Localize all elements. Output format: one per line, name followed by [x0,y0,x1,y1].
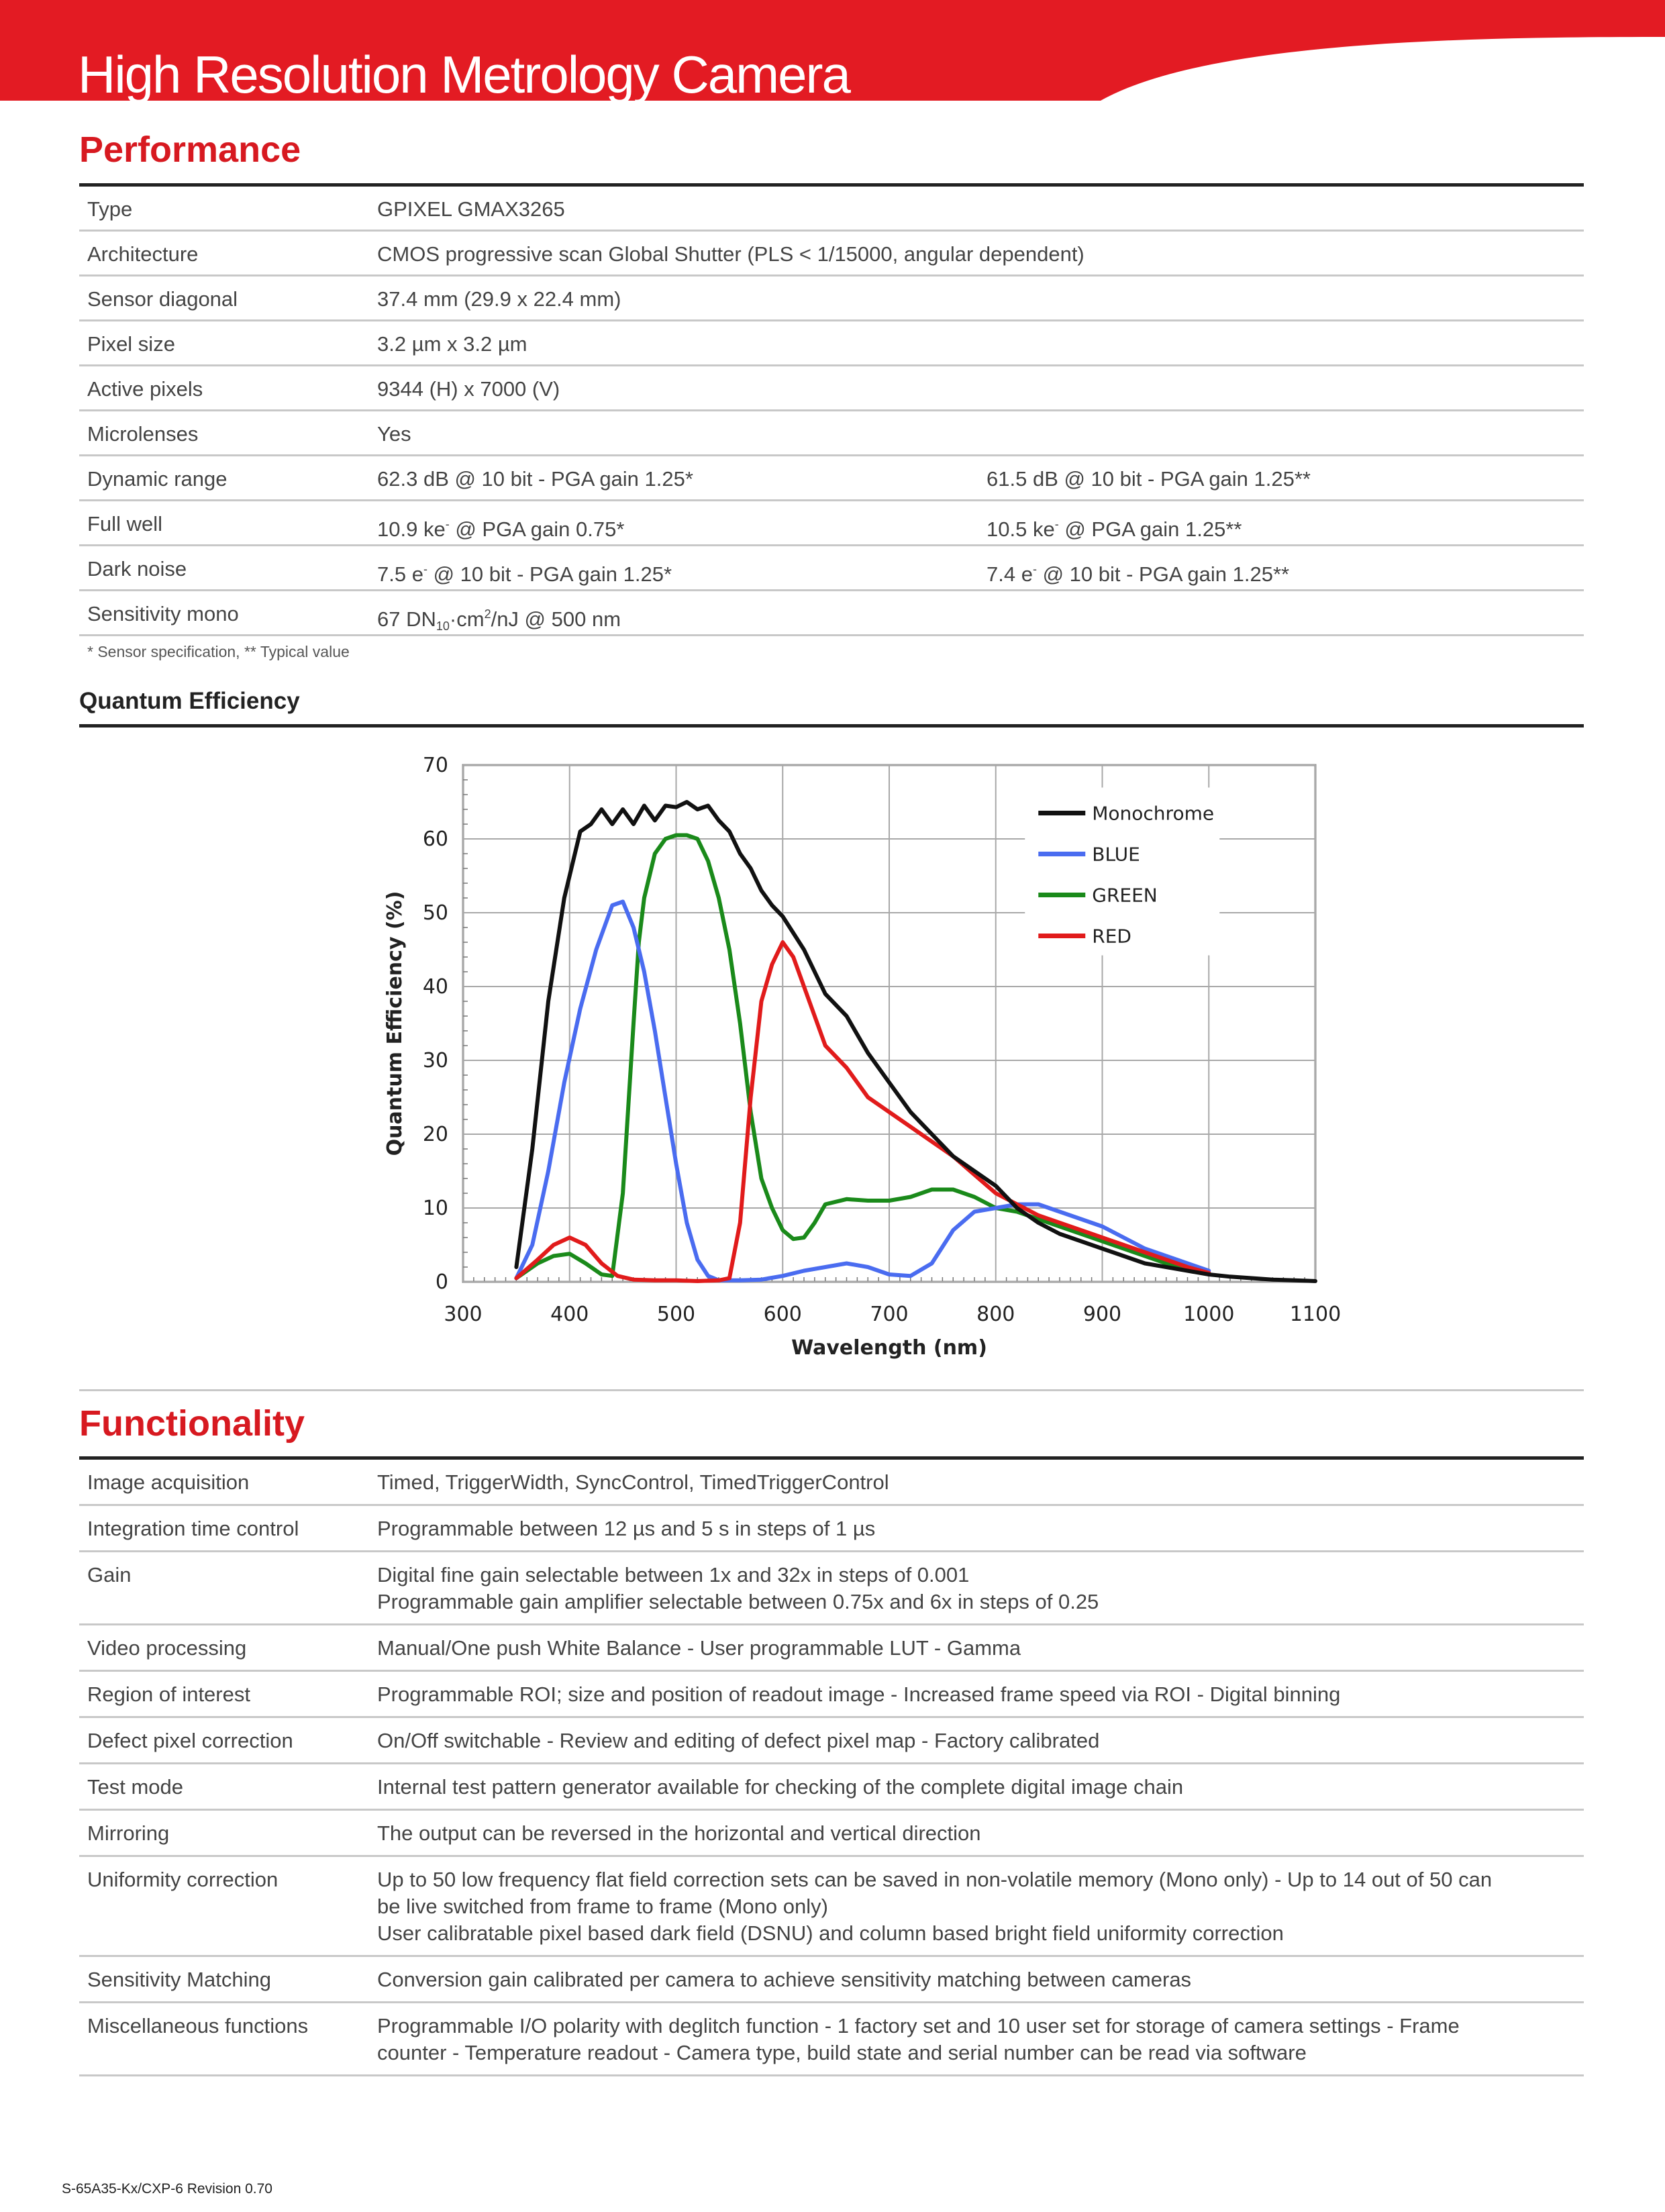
row-value-line: User calibratable pixel based dark field (DSNU) and column based bright field uniformity correction [377,1921,1284,1945]
table-row [79,501,1584,546]
x-tick-label: 1000 [1183,1303,1235,1326]
row-value-line: Up to 50 low frequency flat field correction sets can be saved in non-volatile memory (Mono only) - Up to 14 out of 50 can [377,1868,1493,1891]
x-tick-label: 300 [444,1303,483,1326]
y-tick-label: 0 [435,1270,448,1294]
table-row [79,366,1584,411]
row-label: Type [87,197,133,221]
table-row [79,1764,1584,1811]
row-value-typical: 10.5 ke- @ PGA gain 1.25** [987,517,1242,541]
table-row [79,1718,1584,1764]
y-tick-label: 40 [422,975,448,999]
x-tick-label: 1100 [1289,1303,1342,1326]
functionality-heading: Functionality [79,1403,305,1444]
table-row [79,232,1584,276]
row-value: CMOS progressive scan Global Shutter (PLS < 1/15000, angular dependent) [377,242,1084,266]
footnote: * Sensor specification, ** Typical value [87,643,350,660]
row-label: Microlenses [87,422,199,446]
x-tick-label: 700 [870,1303,909,1326]
row-label: Test mode [87,1775,184,1799]
row-value-line: Digital fine gain selectable between 1x and 32x in steps of 0.001 [377,1563,970,1587]
qe-bottom-rule [79,1389,1584,1391]
row-label: Mirroring [87,1821,170,1845]
table-row [79,2003,1584,2076]
row-label: Gain [87,1563,132,1587]
table-row [79,456,1584,501]
row-label: Pixel size [87,332,175,356]
legend-label: BLUE [1092,843,1140,866]
row-value-line: Programmable gain amplifier selectable between 0.75x and 6x in steps of 0.25 [377,1590,1099,1613]
row-value: 3.2 µm x 3.2 µm [377,332,527,356]
row-label: Integration time control [87,1517,299,1540]
y-tick-label: 60 [422,827,448,851]
row-value-line: Programmable ROI; size and position of readout image - Increased frame speed via ROI - Digital binning [377,1682,1341,1706]
row-value-line: The output can be reversed in the horizontal and vertical direction [377,1821,981,1845]
row-value: 7.5 e- @ 10 bit - PGA gain 1.25* [377,562,672,586]
legend-label: Monochrome [1092,802,1215,825]
performance-table [79,187,1584,636]
qe-top-rule [79,724,1584,727]
row-value: 9344 (H) x 7000 (V) [377,377,560,401]
x-axis-label: Wavelength (nm) [791,1336,987,1360]
performance-heading: Performance [79,130,301,170]
table-row [79,411,1584,456]
row-label: Sensor diagonal [87,287,238,311]
table-row [79,1506,1584,1552]
row-value-line: Internal test pattern generator available for checking of the complete digital image chain [377,1775,1184,1799]
row-label: Architecture [87,242,199,266]
table-row [79,1552,1584,1625]
row-label: Active pixels [87,377,203,401]
row-label: Image acquisition [87,1470,250,1494]
table-row [79,1672,1584,1718]
row-value-line: On/Off switchable - Review and editing of defect pixel map - Factory calibrated [377,1729,1100,1752]
row-label: Dynamic range [87,467,228,491]
row-label: Dark noise [87,557,187,581]
x-tick-label: 900 [1082,1303,1122,1326]
row-value: Yes [377,422,411,446]
table-row [79,1811,1584,1857]
row-value-line: Conversion gain calibrated per camera to achieve sensitivity matching between cameras [377,1968,1192,1991]
y-tick-label: 70 [422,754,448,777]
table-row [79,1625,1584,1672]
row-label: Full well [87,512,162,536]
revision-label: S-65A35-Kx/CXP-6 Revision 0.70 [62,2181,272,2197]
row-label: Miscellaneous functions [87,2014,309,2038]
row-value-line: counter - Temperature readout - Camera type, build state and serial number can be read via software [377,2041,1307,2064]
table-row [79,546,1584,591]
y-tick-label: 20 [422,1123,448,1146]
row-value-line: Programmable I/O polarity with deglitch function - 1 factory set and 10 user set for storage of camera settings - Frame [377,2014,1460,2038]
qe-heading: Quantum Efficiency [79,688,300,714]
row-value-line: Manual/One push White Balance - User programmable LUT - Gamma [377,1636,1021,1660]
page-title: High Resolution Metrology Camera [78,45,850,104]
y-tick-label: 30 [422,1049,448,1072]
table-row [79,187,1584,232]
y-tick-label: 10 [422,1197,448,1220]
row-label: Video processing [87,1636,247,1660]
y-tick-label: 50 [422,901,448,925]
row-value: 62.3 dB @ 10 bit - PGA gain 1.25* [377,467,693,491]
table-row [79,1460,1584,1506]
row-label: Defect pixel correction [87,1729,293,1752]
functionality-table [79,1460,1584,2076]
x-tick-label: 500 [656,1303,696,1326]
x-tick-label: 600 [763,1303,802,1326]
table-row [79,276,1584,321]
chart-legend [1025,788,1219,956]
row-value-typical: 61.5 dB @ 10 bit - PGA gain 1.25** [987,467,1311,491]
table-row [79,591,1584,636]
x-tick-label: 800 [976,1303,1015,1326]
row-value: GPIXEL GMAX3265 [377,197,565,221]
y-axis-label: Quantum Efficiency (%) [383,891,407,1156]
row-label: Region of interest [87,1682,250,1706]
legend-label: GREEN [1092,884,1158,907]
row-value: 37.4 mm (29.9 x 22.4 mm) [377,287,621,311]
row-label: Sensitivity Matching [87,1968,271,1991]
row-value-line: be live switched from frame to frame (Mono only) [377,1895,828,1918]
row-label: Sensitivity mono [87,602,239,625]
row-value-line: Programmable between 12 µs and 5 s in steps of 1 µs [377,1517,876,1540]
row-value: 67 $DN_{10}\cdot cm^2/nJ$ @ 500 nm [377,607,621,633]
row-value-typical: 7.4 e- @ 10 bit - PGA gain 1.25** [987,562,1290,586]
table-row [79,1957,1584,2003]
row-value: 10.9 ke- @ PGA gain 0.75* [377,517,625,541]
table-row [79,321,1584,366]
table-row [79,1857,1584,1957]
x-tick-label: 400 [550,1303,589,1326]
qe-chart [376,745,1342,1376]
row-value-line: Timed, TriggerWidth, SyncControl, TimedTriggerControl [377,1470,889,1494]
legend-label: RED [1092,925,1131,948]
row-label: Uniformity correction [87,1868,279,1891]
